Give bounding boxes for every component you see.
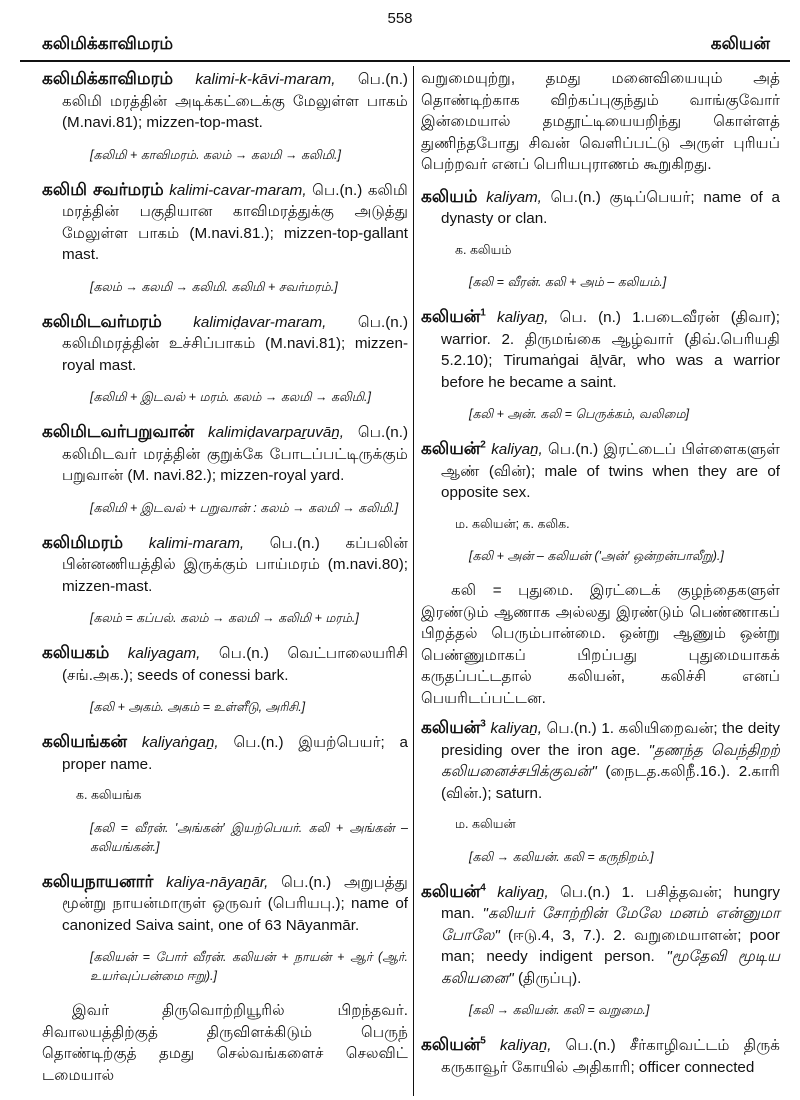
- definition-cont: (ஈடு.4, 3, 7.). 2. வறுமையாளன்; poor man; needy indigent person.: [441, 926, 780, 965]
- romanization: kaliyaṉ,: [497, 883, 549, 901]
- entry-body: [42, 311, 408, 377]
- dictionary-entry: [421, 438, 780, 709]
- part-of-speech: பெ. (n.): [559, 309, 621, 326]
- definition: 1. கலியிறைவன்; the deity presiding over the iron age.: [441, 720, 780, 759]
- cognate-list: ம. கலியன்; க. கலிக.: [455, 516, 570, 531]
- definition-cont: (திருப்பு).: [517, 969, 582, 987]
- dictionary-entry: [42, 179, 408, 297]
- etymology-note: [கலி + அன். கலி = பெருக்கம், வலிமை]: [469, 407, 690, 421]
- headword: கலியநாயனார்: [42, 871, 154, 891]
- quotation: "மூதேவி மூடிய கலியனை": [441, 948, 780, 987]
- definition: கலிமி மரத்தின் பகுதியான காவிமரத்துக்கு அடுத்து மேலுள்ள பாகம் (M.navi.81.); mizzen-top-gallant mast.: [62, 181, 408, 263]
- etymology-note: [கலிமி + காவிமரம். கலம் → கலமி → கலிமி.]: [90, 147, 341, 162]
- romanization: kaliyagam,: [127, 645, 201, 662]
- etymology-note: [கலி → கலியன். கலி = வறுமை.]: [469, 1003, 650, 1017]
- dictionary-entry: [42, 311, 408, 408]
- definition: இரட்டைப் பிள்ளைகளுள் ஆண் (வின்); male of twins when they are of opposite sex.: [441, 441, 780, 501]
- romanization: kaliyam,: [486, 188, 542, 206]
- dictionary-entry: [421, 186, 780, 293]
- entry-body: [421, 306, 780, 393]
- romanization: kaliyaṅgaṉ,: [141, 734, 219, 751]
- cognate-list: க. கலியம்: [455, 242, 512, 257]
- homonym-number: 5: [480, 1035, 486, 1047]
- part-of-speech: பெ.(n.): [233, 734, 284, 751]
- header-rule: [20, 60, 790, 62]
- etymology-note: [கலம் → கலமி → கலிமி. கலிமி + சவர்மரம்.]: [90, 279, 338, 294]
- entry-body: [421, 717, 780, 804]
- definition: கலிமி மரத்தின் அடிக்கட்டைக்கு மேலுள்ள பாகம் (M.navi.81); mizzen-top-mast.: [62, 92, 408, 131]
- etymology-note: [கலிமி + இடவல் + மரம். கலம் → கலமி → கலிமி.]: [90, 390, 371, 404]
- romanization: kalimi-k-kāvi-maram,: [195, 71, 336, 88]
- headword: கலியன்$^1$: [421, 307, 486, 326]
- quotation: "கலியர் சோற்றின் மேலே மனம் என்னுமா போலே": [441, 905, 780, 944]
- homonym-number: 1: [480, 307, 486, 319]
- part-of-speech: பெ.(n.): [218, 645, 269, 662]
- part-of-speech: பெ.(n.): [548, 441, 599, 458]
- headword: கலிமிடவர்பறுவான்: [42, 422, 195, 441]
- headword: கலியன்$^5$: [421, 1035, 486, 1054]
- romanization: kaliyaṉ,: [496, 309, 549, 326]
- homonym-number: 4: [480, 881, 486, 893]
- explanatory-paragraph: இவர் திருவொற்றியூரில் பிறந்தவர். சிவாலயத்திற்குத் திருவிளக்கிடும் பெருந் தொண்டிற்குத் தமது செல்வங்களைச் செலவிட் டமையால்: [42, 1002, 408, 1084]
- definition: கலிமிடவர் மரத்தின் குறுக்கே போடப்பட்டிருக்கும் பறுவான் (M. navi.82.); mizzen-royal yard.: [62, 445, 408, 484]
- etymology-note: [கலிமி + இடவல் + பறுவான் : கலம் → கலமி → கலிமி.]: [90, 500, 399, 515]
- left-column: [42, 68, 408, 1094]
- romanization: kaliyaṉ,: [490, 720, 542, 737]
- dictionary-entry: [421, 717, 780, 867]
- entry-body: [42, 532, 408, 598]
- running-head-left: கலிமிக்காவிமரம்: [42, 34, 174, 53]
- part-of-speech: பெ.(n.): [357, 71, 408, 88]
- homonym-number: 3: [480, 718, 486, 730]
- etymology-note: [கலி → கலியன். கலி = கருநிறம்.]: [469, 849, 654, 864]
- romanization: kalimi-cavar-maram,: [169, 181, 307, 199]
- right-column: [421, 68, 780, 1084]
- definition-cont: (நைடத.கலிநீ.16.). 2.காரி (வின்.); saturn.: [441, 763, 780, 802]
- headword: கலிமிடவர்மரம்: [42, 311, 162, 331]
- part-of-speech: பெ.(n.): [281, 873, 332, 891]
- part-of-speech: பெ.(n.): [546, 720, 597, 737]
- entry-body: [421, 881, 780, 990]
- explanatory-paragraph: கலி = புதுமை. இரட்டைக் குழந்தைகளுள் இரண்டும் ஆணாக அல்லது இரண்டும் பெண்ணாகப் பிறத்தல் பெரும்பான்மை. ஒன்று ஆணும் ஒன்று பெண்ணுமாகப் பிறப்பது புதுமையாகக் கருதப்பட்டதால் கலியன், கலிச்சி எனப் பெயரிடப்பட்டன.: [421, 582, 780, 707]
- etymology-note: [கலி + அகம். அகம் = உள்ளீடு, அரிசி.]: [90, 700, 306, 714]
- dictionary-entry: [421, 881, 780, 1021]
- definition: 1. பசித்தவன்; hungry man.: [441, 883, 780, 922]
- etymology-note: [கலி = வீரன். 'அங்கன்' இயற்பெயர். கலி + அங்கன் – கலியங்கன்.]: [90, 820, 408, 854]
- entry-body: [42, 642, 408, 686]
- column-divider: [413, 66, 414, 1096]
- definition: கலிமிமரத்தின் உச்சிப்பாகம் (M.navi.81); mizzen-royal mast.: [62, 335, 408, 374]
- entry-body: [42, 421, 408, 487]
- headword: கலியன்$^2$: [421, 439, 486, 458]
- entry-body: [421, 1034, 780, 1078]
- part-of-speech: பெ.(n.): [357, 313, 408, 331]
- dictionary-entry: [42, 642, 408, 717]
- dictionary-entry: [42, 421, 408, 518]
- etymology-note: [கலி = வீரன். கலி + அம் – கலியம்.]: [469, 275, 667, 289]
- headword: கலியன்$^4$: [421, 881, 486, 901]
- headword: கலியம்: [421, 186, 478, 206]
- definition: குடிப்பெயர்; name of a dynasty or clan.: [441, 188, 780, 227]
- dictionary-entry: [42, 731, 408, 857]
- dictionary-entry: [421, 1034, 780, 1078]
- headword: கலிமிமரம்: [42, 532, 124, 552]
- entry-body: [42, 68, 408, 134]
- definition: கப்பலின் பின்னணியத்தில் இருக்கும் பாய்மரம் (m.navi.80); mizzen-mast.: [62, 534, 408, 595]
- headword: கலியகம்: [42, 643, 110, 662]
- romanization: kalimi-maram,: [148, 534, 245, 552]
- etymology-note: [கலம் = கப்பல். கலம் → கலமி → கலிமி + மரம்.]: [90, 611, 359, 625]
- romanization: kaliyaṉ,: [499, 1037, 552, 1054]
- headword: கலிமி சவர்மரம்: [42, 179, 164, 199]
- dictionary-entry: [42, 68, 408, 165]
- definition: இயற்பெயர்; a proper name.: [62, 734, 408, 773]
- headword: கலியன்$^3$: [421, 718, 486, 737]
- entry-body: [42, 871, 408, 937]
- part-of-speech: பெ.(n.): [550, 188, 601, 206]
- definition: அறுபத்து மூன்று நாயன்மாருள் ஒருவர் (பெரியபு.); name of canonized Saiva saint, one of 63 Nāyanmār.: [62, 873, 408, 934]
- definition: 1.படைவீரன் (திவா); warrior. 2. திருமங்கை ஆழ்வார் (திவ்.பெரியதி 5.2.10); Tirumaṅgai āḻvār, who was a warrior before he became a saint.: [441, 309, 780, 391]
- part-of-speech: பெ.(n.): [357, 424, 408, 441]
- homonym-number: 2: [480, 439, 486, 451]
- entry-body: [421, 186, 780, 230]
- cognate-list: ம. கலியன்: [455, 817, 516, 831]
- part-of-speech: பெ.(n.): [312, 181, 363, 199]
- part-of-speech: பெ.(n.): [269, 534, 320, 552]
- etymology-note: [கலியன் = போர் வீரன். கலியன் + நாயன் + ஆர் (ஆர். உயர்வுப்பன்மை ஈறு).]: [90, 950, 408, 983]
- dictionary-entry: [42, 532, 408, 629]
- romanization: kaliyaṉ,: [491, 441, 543, 458]
- entry-body: [42, 731, 408, 775]
- page-number: 558: [387, 10, 413, 27]
- headword: கலிமிக்காவிமரம்: [42, 69, 174, 88]
- continued-paragraph: வறுமையுற்று, தமது மனைவியையும் அத் தொண்டிற்காக விற்கப்புகுந்தும் வாங்குவோர் இன்மையால் தமதூட்டியையறிந்து கொள்ளத் துணிந்தபோது சிவன் வெளிப்பட்டு அருள் புரியப் பெற்றவர் எனப் பெரியபுராணம் கூறுகிறது.: [421, 70, 780, 173]
- entry-body: [42, 179, 408, 266]
- definition: வெட்பாலையரிசி (சங்.அக.); seeds of conessi bark.: [62, 645, 408, 684]
- dictionary-entry: [421, 306, 780, 424]
- running-head-right: கலியன்: [710, 34, 770, 53]
- dictionary-entry: [42, 871, 408, 1087]
- romanization: kalimiḍavarpaṟuvāṉ,: [208, 424, 344, 441]
- etymology-note: [கலி + அன் – கலியன் ('அன்' ஒன்றன்பாலீறு).]: [469, 549, 724, 563]
- romanization: kalimiḍavar-maram,: [193, 313, 327, 331]
- part-of-speech: பெ.(n.): [565, 1037, 616, 1054]
- romanization: kaliya-nāyaṉār,: [166, 873, 269, 891]
- entry-body: [421, 438, 780, 504]
- part-of-speech: பெ.(n.): [560, 883, 611, 901]
- headword: கலியங்கன்: [42, 732, 128, 751]
- definition: சீர்காழிவட்டம் திருக் கருகாவூர் கோயில் அதிகாரி; officer connected: [441, 1037, 780, 1076]
- cognate-list: க. கலியங்க: [76, 788, 142, 802]
- quotation: "தணந்த வெந்திறற் கலியனைச்சபிக்குவன்": [441, 741, 780, 780]
